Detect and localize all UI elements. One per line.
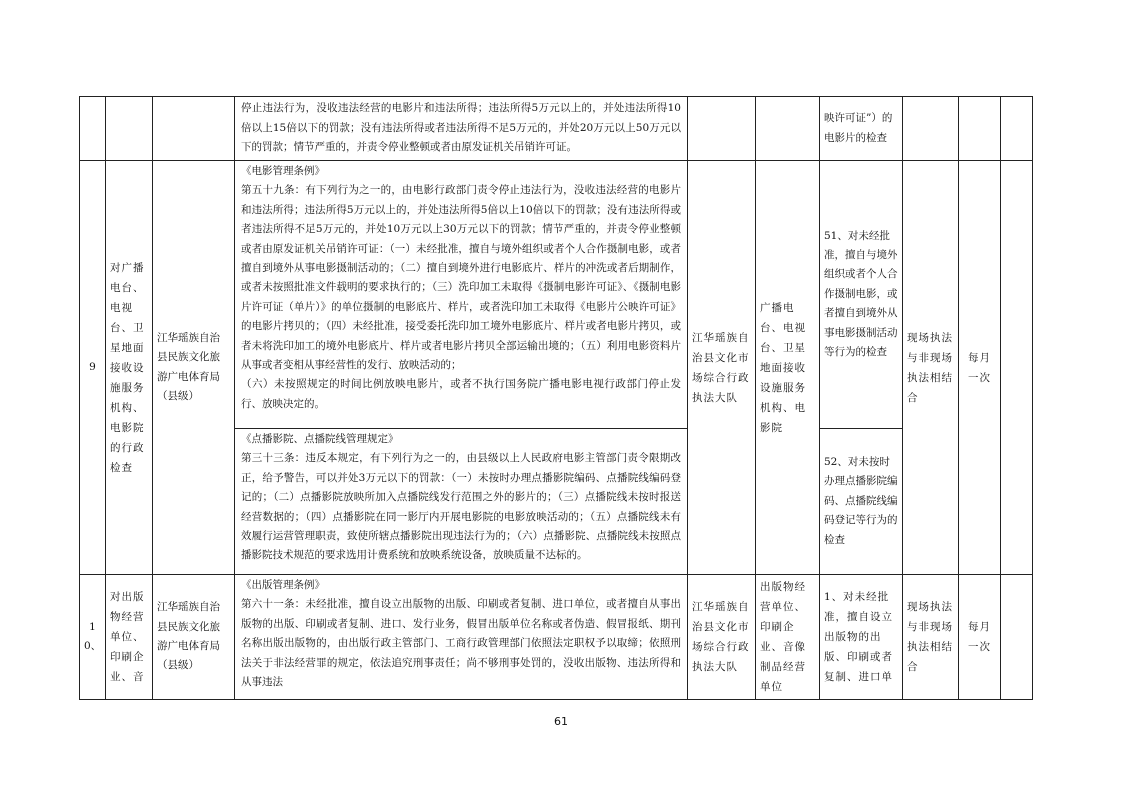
cell-object: 出版物经营单位、印刷企业、音像制品经营单位 xyxy=(756,575,820,700)
basis-law-title: 《点播影院、点播院线管理规定》 xyxy=(241,433,399,445)
inspection-table xyxy=(79,96,1033,700)
cell-frequency: 每月一次 xyxy=(959,575,1001,700)
cell-agency: 江华瑶族自治县民族文化旅游广电体育局（县级） xyxy=(153,575,235,700)
cell-executor: 江华瑶族自治县文化市场综合行政执法大队 xyxy=(688,575,756,700)
cell-note xyxy=(1001,161,1033,575)
cell-category: 对广播电台、电视台、卫星地面接收设施服务机构、电影院的行政检查 xyxy=(106,161,153,575)
cell-check-item: 映许可证”）的电影片的检查 xyxy=(820,97,903,161)
cell-check-item-b: 52、对未按时办理点播影院编码、点播院线编码登记等行为的检查 xyxy=(820,429,903,575)
page-number: 61 xyxy=(554,715,568,728)
cell-method xyxy=(903,97,959,161)
basis-article-text: （六）未按照规定的时间比例放映电影片，或者不执行国务院广播电影电视行政部门停止发行、放映决定的。 xyxy=(241,378,681,410)
cell-basis-a xyxy=(235,161,688,429)
cell-method: 现场执法与非现场执法相结合 xyxy=(903,575,959,700)
cell-object xyxy=(756,97,820,161)
cell-note xyxy=(1001,575,1033,700)
cell-category xyxy=(106,97,153,161)
cell-executor xyxy=(688,97,756,161)
basis-article-text: 第三十三条：违反本规定，有下列行为之一的，由县级以上人民政府电影主管部门责令限期改正，给予警告，可以并处3万元以下的罚款：（一）未按时办理点播影院编码、点播院线编码登记的；（二）点播影院放映所加入点播院线发行范围之外的影片的；（三）点播院线未按时报送经营数据的；（四）点播影院在同一影厅内开展电影院的电影放映活动的；（五）点播院线未有效履行运营管理职责，致使所辖点播影院出现违法行为的；（六）点播影院、点播院线未按照点播影院技术规范的要求选用计费系统和放映系统设备，放映质量不达标的。 xyxy=(241,452,681,562)
cell-frequency xyxy=(959,97,1001,161)
cell-method: 现场执法与非现场执法相结合 xyxy=(903,161,959,575)
cell-check-item: 1、对未经批准，擅自设立出版物的出版、印刷或者复制、进口单 xyxy=(820,575,903,700)
cell-basis xyxy=(235,97,688,161)
cell-agency xyxy=(153,97,235,161)
basis-law-title: 《电影管理条例》 xyxy=(241,165,325,177)
cell-basis-b xyxy=(235,429,688,575)
basis-text: 停止违法行为，没收违法经营的电影片和违法所得；违法所得5万元以上的，并处违法所得10倍以上15倍以下的罚款；没有违法所得或者违法所得不足5万元的，并处20万元以上50万元以下的罚款；情节严重的，并责令停业整顿或者由原发证机关吊销许可证。 xyxy=(241,102,681,154)
cell-basis xyxy=(235,575,688,700)
cell-num: 10、 xyxy=(80,575,106,700)
cell-check-item-a: 51、对未经批准，擅自与境外组织或者个人合作摄制电影，或者擅自到境外从事电影摄制活动等行为的检查 xyxy=(820,161,903,429)
cell-agency: 江华瑶族自治县民族文化旅游广电体育局（县级） xyxy=(153,161,235,575)
cell-note xyxy=(1001,97,1033,161)
cell-executor: 江华瑶族自治县文化市场综合行政执法大队 xyxy=(688,161,756,575)
table-row xyxy=(80,575,1033,700)
cell-num xyxy=(80,97,106,161)
basis-law-title: 《出版管理条例》 xyxy=(241,579,325,591)
cell-category: 对出版物经营单位、印刷企业、音 xyxy=(106,575,153,700)
cell-object: 广播电台、电视台、卫星地面接收设施服务机构、电影院 xyxy=(756,161,820,575)
table-row xyxy=(80,97,1033,161)
basis-article-text: 第五十九条：有下列行为之一的，由电影行政部门责令停止违法行为，没收违法经营的电影片和违法所得；违法所得5万元以上的，并处违法所得5倍以上10倍以下的罚款；没有违法所得或者违法所得不足5万元的，并处10万元以上30万元以下的罚款；情节严重的，并责令停业整顿或者由原发证机关吊销许可证：（一）未经批准，擅自与境外组织或者个人合作摄制电影，或者擅自到境外从事电影摄制活动的；（二）擅自到境外进行电影底片、样片的冲洗或者后期制作，或者未按照批准文件载明的要求执行的；（三）洗印加工未取得《摄制电影许可证》、《摄制电影片许可证（单片）》的单位摄制的电影底片、样片，或者洗印加工未取得《电影片公映许可证》的电影片拷贝的；（四）未经批准，接受委托洗印加工境外电影底片、样片或者电影片拷贝，或者未将洗印加工的境外电影底片、样片或者电影片拷贝全部运输出境的；（五）利用电影资料片从事或者变相从事经营性的发行、放映活动的； xyxy=(241,184,681,372)
table-row xyxy=(80,161,1033,429)
cell-num: 9 xyxy=(80,161,106,575)
basis-article-text: 第六十一条：未经批准，擅自设立出版物的出版、印刷或者复制、进口单位，或者擅自从事出版物的出版、印刷或者复制、进口、发行业务，假冒出版单位名称或者伪造、假冒报纸、期刊名称出版出版物的，由出版行政主管部门、工商行政管理部门依照法定职权予以取缔；依照刑法关于非法经营罪的规定，依法追究刑事责任；尚不够刑事处罚的，没收出版物、违法所得和从事违法 xyxy=(241,598,681,689)
cell-frequency: 每月一次 xyxy=(959,161,1001,575)
